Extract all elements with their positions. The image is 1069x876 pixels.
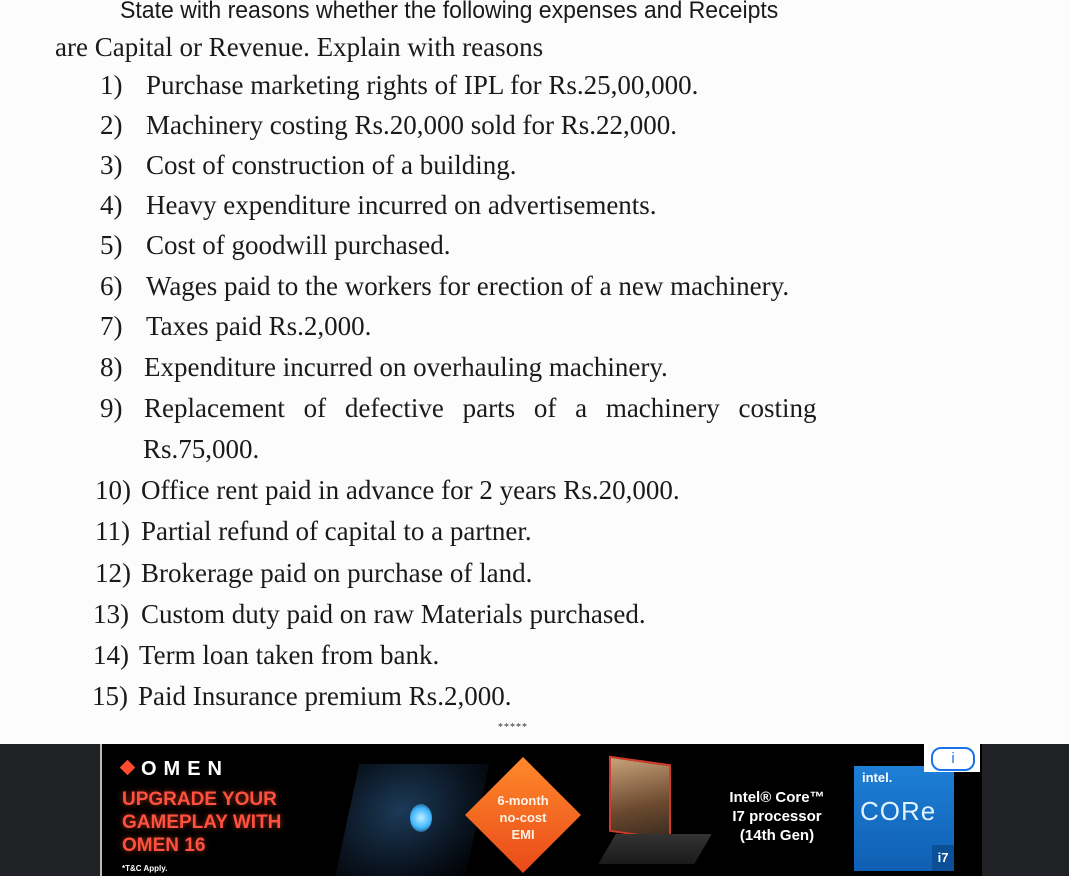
emi-badge: 6-month no-cost EMI [462, 754, 582, 874]
ad-headline: UPGRADE YOUR GAMEPLAY WITH OMEN 16 [122, 789, 282, 856]
keyboard-glow-icon [410, 804, 432, 832]
list-item: 1) Purchase marketing rights of IPL for Rs.25,00,000. [100, 70, 699, 100]
list-item: 8) Expenditure incurred on overhauling machinery. [100, 352, 668, 382]
list-item: 7) Taxes paid Rs.2,000. [100, 311, 372, 341]
end-marker: ***** [498, 722, 528, 733]
list-item: 12) Brokerage paid on purchase of land. [95, 558, 533, 588]
list-item: 15) Paid Insurance premium Rs.2,000. [92, 681, 512, 711]
list-item: 11) Partial refund of capital to a partner. [95, 516, 532, 546]
omen-logo: OMEN [122, 758, 229, 781]
list-item-continuation: Rs.75,000. [143, 434, 260, 464]
list-item: 10) Office rent paid in advance for 2 years Rs.20,000. [95, 475, 680, 505]
ad-info-button[interactable] [924, 744, 980, 772]
list-item: 9) Replacement of defective parts of a machinery costing [100, 393, 817, 423]
list-item: 14) Term loan taken from bank. [93, 640, 440, 670]
list-item: 6) Wages paid to the workers for erection of a new machinery. [100, 271, 790, 301]
question-intro-line1: State with reasons whether the following expenses and Receipts [120, 0, 779, 24]
ad-banner-container [0, 744, 1069, 876]
info-icon: i [931, 747, 975, 771]
list-item: 4) Heavy expenditure incurred on advertisements. [100, 190, 657, 220]
terms-text: *T&C Apply. [122, 864, 168, 873]
question-intro-line2: are Capital or Revenue. Explain with reasons [55, 32, 544, 62]
omen-diamond-icon [120, 760, 136, 776]
laptop-base [598, 834, 711, 864]
list-item: 3) Cost of construction of a building. [100, 150, 517, 180]
list-item: 2) Machinery costing Rs.20,000 sold for Rs.22,000. [100, 110, 677, 140]
list-item: 13) Custom duty paid on raw Materials purchased. [93, 599, 646, 629]
omen-ad-banner[interactable] [100, 744, 982, 876]
laptop-image [597, 752, 707, 872]
intel-core-badge: intel. CORe i7 [854, 766, 954, 871]
list-item: 5) Cost of goodwill purchased. [100, 230, 451, 260]
laptop-screen [609, 756, 671, 841]
processor-text: Intel® Core™ I7 processor (14th Gen) [729, 789, 825, 844]
